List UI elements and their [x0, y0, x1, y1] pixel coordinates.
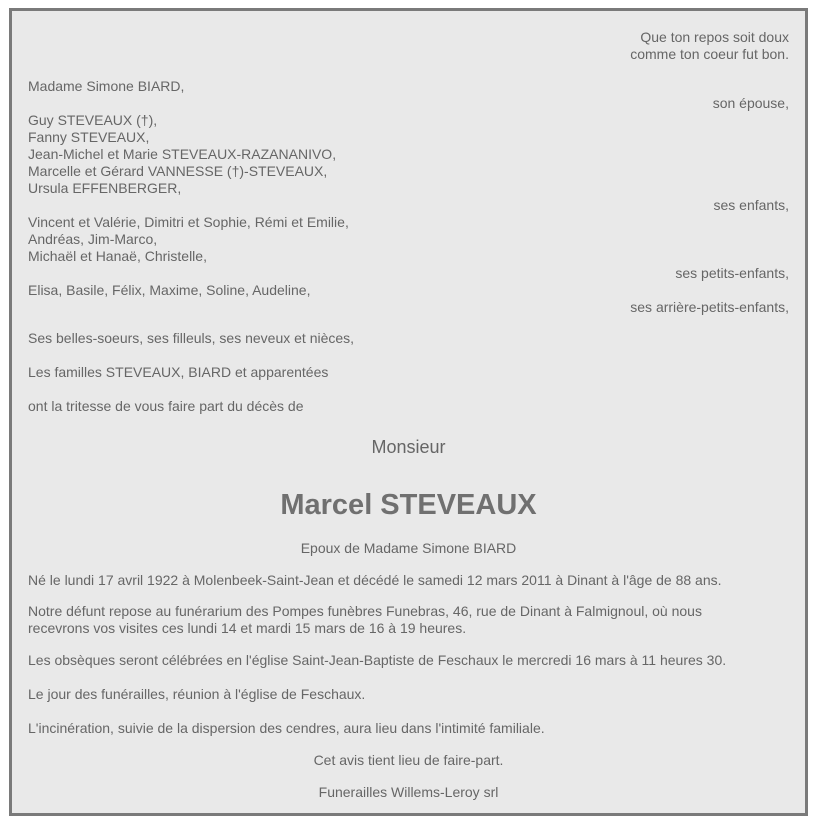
grandchild-names: Michaël et Hanaë, Christelle,	[28, 248, 207, 264]
epigraph-line: Que ton repos soit doux	[640, 29, 789, 45]
deceased-subtitle: Epoux de Madame Simone BIARD	[300, 540, 517, 556]
grandchild-names: Vincent et Valérie, Dimitri et Sophie, Rémi et Emilie,	[28, 214, 349, 230]
repose-paragraph-line: Notre défunt repose au funérarium des Pompes funèbres Funebras, 46, rue de Dinant à Falmignoul, où nous	[28, 603, 702, 619]
grandchildren-relation: ses petits-enfants,	[675, 265, 789, 281]
obituary-notice	[9, 8, 808, 816]
birth-death-paragraph: Né le lundi 17 avril 1922 à Molenbeek-Saint-Jean et décédé le samedi 12 mars 2011 à Dinant à l'âge de 88 ans.	[28, 572, 722, 588]
great-grandchild-names: Elisa, Basile, Félix, Maxime, Soline, Audeline,	[28, 282, 311, 298]
deceased-name: Marcel STEVEAUX	[280, 489, 537, 521]
spouse-relation: son épouse,	[712, 95, 789, 111]
child-name: Fanny STEVEAUX,	[28, 129, 150, 145]
epigraph-line: comme ton coeur fut bon.	[630, 46, 789, 62]
spouse-name: Madame Simone BIARD,	[28, 78, 185, 94]
child-name: Marcelle et Gérard VANNESSE (†)-STEVEAUX,	[28, 163, 328, 179]
footer-company: Funerailles Willems-Leroy srl	[318, 784, 499, 800]
funeral-paragraph: Les obsèques seront célébrées en l'église Saint-Jean-Baptiste de Feschaux le mercredi 16 mars à 11 heures 30.	[28, 652, 727, 668]
child-name: Guy STEVEAUX (†),	[28, 112, 158, 128]
repose-paragraph-line: recevrons vos visites ces lundi 14 et mardi 15 mars de 16 à 19 heures.	[28, 620, 467, 636]
child-name: Ursula EFFENBERGER,	[28, 180, 182, 196]
announcement-line: ont la tritesse de vous faire part du décès de	[28, 398, 304, 414]
meeting-paragraph: Le jour des funérailles, réunion à l'église de Feschaux.	[28, 686, 366, 702]
deceased-honorific: Monsieur	[371, 437, 446, 457]
families-line: Les familles STEVEAUX, BIARD et apparentées	[28, 364, 329, 380]
children-relation: ses enfants,	[713, 197, 789, 213]
cremation-paragraph: L'incinération, suivie de la dispersion des cendres, aura lieu dans l'intimité familiale.	[28, 720, 545, 736]
child-name: Jean-Michel et Marie STEVEAUX-RAZANANIVO,	[28, 146, 337, 162]
extended-family: Ses belles-soeurs, ses filleuls, ses neveux et nièces,	[28, 330, 355, 346]
footer-notice: Cet avis tient lieu de faire-part.	[313, 752, 504, 768]
grandchild-names: Andréas, Jim-Marco,	[28, 231, 158, 247]
great-grandchildren-relation: ses arrière-petits-enfants,	[630, 299, 789, 315]
